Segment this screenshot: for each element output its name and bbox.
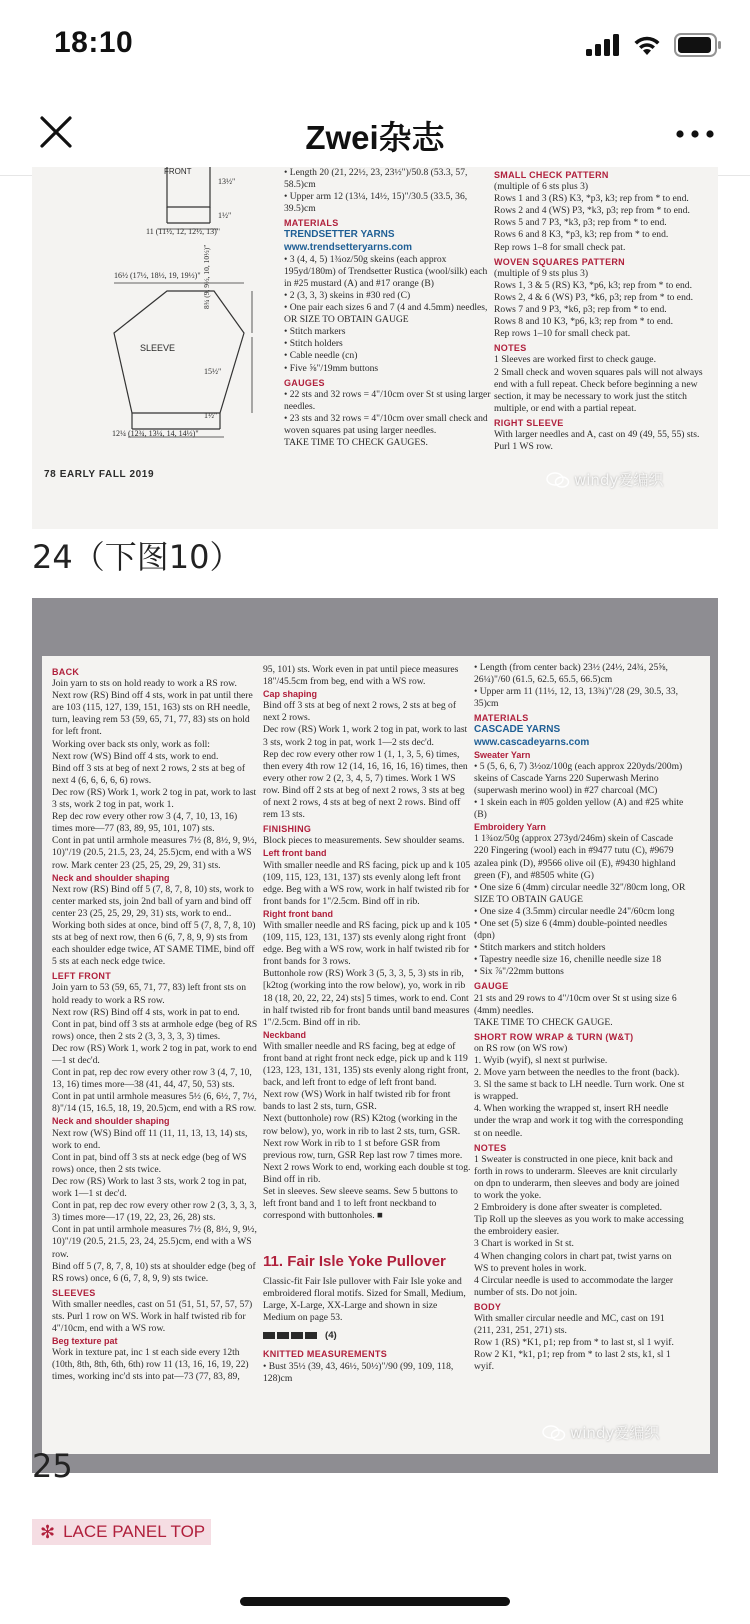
paragraph: Next row (RS) Bind off 4 sts, work in pat until there are 103 (115, 127, 139, 151, 163) sts on RH needle, turn, leaving rem 53 (59, 65, 71, 77, 83) sts on hold for left front. [52,690,253,738]
paragraph: Rows 5 and 7 P3, *k3, p3; rep from * to end. [494,217,667,229]
page2-column-3 [474,662,686,1373]
paragraph: Cont in pat until armhole measures 5½ (6, 6½, 7, 7½, 8)"/14 (15, 16.5, 18, 19, 20.5)cm, end with a RS row. [52,1091,257,1115]
paragraph: 1. Wyib (wyif), sl next st purlwise. [474,1055,608,1066]
wechat-icon [546,472,570,488]
brand-text: CASCADE YARNS [474,724,561,736]
paragraph: Rows 2, 4 & 6 (WS) P3, *k6, p3; rep from * to end. [494,291,694,303]
paragraph: 2 Embroidery is done after sweater is completed. [474,1202,663,1214]
paragraph: With smaller needle and RS facing, beg at edge of front band at right front neck edge, pick up and k 119 (123, 123, 131, 131, 135) sts evenly along right front, back, and left front to edge of left front band. [263,1040,469,1089]
watermark-text: windy爱编织 [570,1424,660,1442]
paragraph: on RS row (on WS row) [474,1042,568,1054]
paragraph: 1 Sleeves are worked first to check gauge. [494,354,656,366]
section-heading: BACK [52,667,80,677]
page2-column-2 [263,664,471,1222]
paragraph: • Six ⅞"/22mm buttons [474,966,564,978]
paragraph: With larger needles and A, cast on 49 (49, 55, 55) sts. Purl 1 WS row. [494,428,700,453]
paragraph: • Tapestry needle size 16, chenille needle size 18 [474,954,662,966]
paragraph: • 3 (4, 4, 5) 1¾oz/50g skeins (each approx 195yd/180m) of Trendsetter Rustica (wool/silk) each in #25 mustard (A) and #17 orange (B) [284,253,488,289]
paragraph: Rows 7 and 9 P3, *k6, p3; rep from * to end. [494,304,667,316]
paragraph: • One size 6 (4mm) circular needle 32"/80cm long, OR SIZE TO OBTAIN GAUGE [474,881,686,905]
magazine-page [42,656,710,1454]
paragraph: With smaller needle and RS facing, pick up and k 105 (109, 115, 123, 131, 137) sts evenly along right front edge. Beg with a WS row, work in half twisted rib for front bands for 3 rows. [263,919,471,968]
brand-text: www.cascadeyarns.com [474,736,590,748]
paragraph: Cont in pat until armhole measures 7½ (8, 8½, 9, 9½, 10)"/19 (20.5, 21.5, 23, 24, 25.5)cm, end with a WS row. [52,1224,257,1260]
paragraph: Rep rows 1–8 for small check pat. [494,241,626,253]
more-button[interactable] [670,114,720,154]
sleeve-bottom-dim: 12¼ (12¾, 13¼, 14, 14½)" [112,429,199,438]
paragraph: • Upper arm 12 (13¼, 14½, 15)"/30.5 (33.5, 36, 39.5)cm [284,191,468,215]
paragraph: Cont in pat, bind off 3 sts at neck edge (beg of WS rows) once, then 2 sts twice. [52,1151,247,1175]
paragraph: 1 1¾oz/50g (approx 273yd/246m) skein of Cascade 220 Fingering (wool) each in #9477 tutu (C), #9679 azalea pink (D), #9566 olive oil (E), #9430 highland green (F), and #8505 white (G) [474,833,676,881]
paragraph: • Cable needle (cn) [284,350,358,362]
paragraph: 4 Circular needle is used to accommodate the larger number of sts. Do not join. [474,1274,674,1298]
paragraph: Bind off 5 (7, 8, 7, 8, 10) sts at shoulder edge (beg of RS rows) once, 6 (6, 7, 8, 9, 9) sts twice. [52,1260,256,1284]
paragraph: (multiple of 9 sts plus 3) [494,267,589,279]
paragraph: Cont in pat until armhole measures 7½ (8, 8½, 9, 9½, 10)"/19 (20.5, 21.5, 23, 24, 25.5)cm, end with a WS row. Mark center 23 (25, 25, 29, 29, 31) sts. [52,835,257,871]
status-icons [586,32,722,58]
paragraph: • Length (from center back) 23½ (24½, 24¾, 25⅝, 26¼)"/60 (61.5, 62.5, 65.5, 66.5)cm [474,662,668,686]
section-heading: SLEEVES [52,1287,96,1298]
paragraph: 4. When working the wrapped st, insert RH needle under the wrap and work it tog with the corresponding st on needle. [474,1103,684,1139]
sub-heading: Embroidery Yarn [474,822,546,833]
status-time: 18:10 [54,26,134,59]
section-heading: GAUGES [284,377,325,388]
sub-heading: Neck and shoulder shaping [52,1116,170,1127]
watermark [542,1422,659,1443]
paragraph: Dec row (RS) Work 1, work 2 tog in pat, work to last 3 sts, work 2 tog in pat, work 1—2 sts dec'd. [263,724,468,748]
paragraph: Rows 6 and 8 K3, *p3, k3; rep from * to end. [494,229,669,241]
paragraph: • Upper arm 11 (11½, 12, 13, 13¾)"/28 (29, 30.5, 33, 35)cm [474,686,679,710]
nav-bar [0,90,750,176]
pattern-image-top[interactable] [32,167,718,529]
battery-icon [674,33,722,57]
front-bottom-dim: 11 (11½, 12, 12½, 13)" [146,227,220,236]
wifi-icon [632,34,662,56]
section-heading: GAUGE [474,981,509,992]
section-heading: KNITTED MEASUREMENTS [263,1349,388,1360]
paragraph: Dec row (RS) Work to last 3 sts, work 2 tog in pat, work 1—1 st dec'd. [52,1175,247,1200]
article-content[interactable] [0,167,750,1624]
paragraph: Rows 8 and 10 K3, *p6, k3; rep from * to end. [494,316,674,328]
paragraph: Next row Work in rib to 1 st before GSR from previous row, turn, GSR Rep last row 7 times more. [263,1137,463,1161]
page2-column-1 [52,664,260,1384]
schematic-diagram [32,167,282,457]
paragraph: Set in sleeves. Sew sleeve seams. Sew 5 buttons to left front band and 1 to left front neckband to correspond with buttonholes. ■ [263,1186,458,1222]
paragraph: Cont in pat, rep dec row every other row 3 (4, 7, 10, 13, 16) times more—38 (41, 44, 47, 50, 53) sts. [52,1067,252,1091]
paragraph: • 2 (3, 3, 3) skeins in #30 red (C) [284,289,411,301]
sub-heading: Sweater Yarn [474,749,531,760]
section-heading: SHORT ROW WRAP & TURN (W&T) [474,1031,634,1042]
paragraph: • Stitch holders [284,338,343,350]
home-indicator[interactable] [240,1597,510,1606]
paragraph: • 5 (5, 6, 6, 7) 3½oz/100g (each approx 220yds/200m) skeins of Cascade Yarns 220 Superwash Merino (superwash merino wool) in #27 charcoal (MC) [474,760,683,796]
paragraph: Rows 2 and 4 (WS) P3, *k3, p3; rep from * to end. [494,205,690,217]
page1-column-3 [494,167,706,453]
paragraph: Block pieces to measurements. Sew shoulder seams. [263,835,465,847]
paragraph: 3 Chart is worked in St st. [474,1238,574,1250]
section-heading: LEFT FRONT [52,971,111,982]
paragraph: • 1 skein each in #05 golden yellow (A) and #25 white (B) [474,797,684,821]
wechat-icon [542,1425,566,1441]
paragraph: Working over back sts only, work as foll: [52,738,210,750]
section-heading: SMALL CHECK PATTERN [494,170,609,180]
paragraph: Join yarn to sts on hold ready to work a RS row. [52,678,237,690]
sub-heading: Left front band [263,848,327,859]
paragraph: • One size 4 (3.5mm) circular needle 24"/60cm long [474,905,675,917]
page-footer: 78 EARLY FALL 2019 [44,469,155,480]
paragraph: Bind off 3 sts at beg of next 2 rows, 2 sts at beg of next 4 (6, 6, 6, 6, 6) rows. [52,762,246,786]
page1-column-2 [284,167,492,449]
flower-icon: ✻ [40,1521,56,1542]
paragraph: Rows 1, 3 & 5 (RS) K3, *p6, k3; rep from * to end. [494,279,692,291]
section-heading: FINISHING [263,824,312,835]
page2-column-2-lower [263,1276,471,1385]
paragraph: Next 2 rows Work to end, working each double st tog. Bind off in rib. [263,1161,471,1185]
section-heading: BODY [474,1301,502,1312]
paragraph: Next row (WS) Work in half twisted rib for front bands to last 2 sts, turn, GSR. [263,1089,451,1113]
front-dim-2: 1½" [218,211,232,220]
paragraph: Tip Roll up the sleeves as you work to make accessing the embroidery easier. [474,1214,684,1238]
paragraph: 1 Sweater is constructed in one piece, knit back and forth in rows to underarm. Sleeves are knit circularly on dpn to underarm, then sleeves and body are joined to work the yoke. [474,1153,680,1202]
paragraph: • Stitch markers [284,326,346,338]
paragraph: 4 When changing colors in chart pat, twist yarns on WS to prevent holes in work. [474,1250,672,1274]
paragraph: Next row (RS) Bind off 4 sts, work in pat to end. [52,1006,240,1018]
watermark [546,469,663,490]
section-heading: MATERIALS [284,218,339,229]
sub-heading: Cap shaping [263,689,318,700]
more-dots-icon [670,114,720,154]
paragraph: • One set (5) size 6 (4mm) double-pointed needles (dpn) [474,917,668,942]
section-heading: NOTES [494,343,527,354]
pattern-image-10[interactable] [32,598,718,1473]
sleeve-top-dim: 16½ (17½, 18½, 19, 19½)" [114,271,201,280]
section-heading: RIGHT SLEEVE [494,417,564,428]
skill-level-text: (4) [325,1330,337,1342]
sub-heading: Neck and shoulder shaping [52,872,170,883]
front-label: FRONT [164,167,192,176]
section-heading: MATERIALS [474,713,529,724]
paragraph: Dec row (RS) Work 1, work 2 tog in pat, work to end—1 st dec'd. [52,1042,257,1066]
paragraph: With smaller circular needle and MC, cast on 191 (211, 231, 251, 271) sts. [474,1312,665,1337]
section-heading: NOTES [474,1142,507,1153]
watermark-text: windy爱编织 [574,471,664,489]
paragraph: Cont in pat, bind off 3 sts at armhole edge (beg of RS rows) once, then 2 sts 2 (3, 3, 3, 3, 3) times. [52,1018,258,1042]
paragraph: Cont in pat, rep dec row every other row 2 (3, 3, 3, 3, 3) times more—17 (19, 22, 23, 26, 28) sts. [52,1200,257,1224]
status-bar [0,0,750,90]
pattern-title: 11. Fair Isle Yoke Pullover [263,1253,446,1270]
sub-heading: Beg texture pat [52,1336,118,1347]
paragraph: Next (buttonhole) row (RS) K2tog (working in the row below), yo, work in rib to last 2 sts, turn, GSR. [263,1113,461,1137]
section-label-25: 25 [32,1447,73,1485]
sub-heading: Neckband [263,1029,307,1040]
paragraph: 3. Sl the same st back to LH needle. Turn work. One st is wrapped. [474,1079,685,1103]
paragraph: 95, 101) sts. Work even in pat until piece measures 18"/45.5cm from beg, end with a WS row. [263,664,459,688]
brand-text: TRENDSETTER YARNS [284,229,395,241]
paragraph: With smaller needle and RS facing, pick up and k 105 (109, 115, 123, 131, 137) sts evenly along left front edge. Beg with a WS row, work in half twisted rib for front bands for 1"/2.5cm. Bind off in rib. [263,859,471,907]
paragraph: 2 Small check and woven squares pals will not always end with a full repeat. Check before beginning a new section, it may be necessary to work just the stitch multiple, or end with a partial repeat. [494,366,703,414]
paragraph: • One pair each sizes 6 and 7 (4 and 4.5mm) needles, OR SIZE TO OBTAIN GAUGE [284,302,488,326]
magazine-page-78 [32,167,718,529]
sleeve-side-dim-1: 8¾ (9, 9½, 10, 10½)" [202,244,211,309]
paragraph: Classic-fit Fair Isle pullover with Fair Isle yoke and embroidered floral motifs. Sized for Small, Medium, Large, X-Large, XX-Large and shown in size Medium on page 53. [263,1276,466,1324]
paragraph: TAKE TIME TO CHECK GAUGES. [284,437,428,449]
lace-panel-text: LACE PANEL TOP [63,1522,206,1541]
sleeve-label: SLEEVE [140,343,176,353]
paragraph: With smaller needles, cast on 51 (51, 51, 57, 57, 57) sts. Purl 1 row on WS. Work in half twisted rib for 4"/10cm, end with a WS row. [52,1298,253,1335]
sleeve-side-dim-3: 1½" [204,411,218,420]
skill-level-bars [263,1332,319,1339]
section-label-24: 24（下图10） [32,538,242,576]
lace-panel-label [32,1519,211,1545]
paragraph: Next row (WS) Bind off 11 (11, 11, 13, 13, 14) sts, work to end. [52,1127,248,1151]
paragraph: Next row (WS) Bind off 4 sts, work to end. [52,750,219,762]
paragraph: Rep rows 1–10 for small check pat. [494,328,631,340]
paragraph: • Length 20 (21, 22½, 23, 23½")/50.8 (53.3, 57, 58.5)cm [284,167,468,191]
paragraph: Join yarn to 53 (59, 65, 71, 77, 83) left front sts on hold ready to work a RS row. [52,982,246,1006]
paragraph: Bind off 3 sts at beg of next 2 rows, 2 sts at beg of next 2 rows. [263,700,457,724]
sleeve-side-dim-2: 15½" [204,367,222,376]
paragraph: Rep dec row every other row 3 (4, 7, 10, 13, 16) times more—77 (83, 89, 95, 101, 107) sts. [52,811,238,835]
paragraph: Dec row (RS) Work 1, work 2 tog in pat, work to last 3 sts, work 2 tog in pat, work 1. [52,786,257,811]
paragraph: • 23 sts and 32 rows = 4"/10cm over small check and woven squares pat using larger needles. [284,412,488,436]
front-dim-1: 13½" [218,177,236,186]
section-heading: WOVEN SQUARES PATTERN [494,256,625,267]
paragraph: (multiple of 6 sts plus 3) [494,181,589,193]
paragraph: 21 sts and 29 rows to 4"/10cm over St st using size 6 (4mm) needles. [474,992,677,1016]
paragraph: Work in texture pat, inc 1 st each side every 12th (10th, 8th, 8th, 6th, 6th) row 11 (13, 16, 16, 19, 22) times, working inc'd sts into pat—73 (77, 83, 89, [52,1347,249,1383]
paragraph: Rows 1 and 3 (RS) K3, *p3, k3; rep from * to end. [494,193,689,205]
paragraph: 2. Move yarn between the needles to the front (back). [474,1067,680,1079]
signal-icon [586,34,620,56]
paragraph: • 22 sts and 32 rows = 4"/10cm over St st using larger needles. [284,388,491,412]
paragraph: • Stitch markers and stitch holders [474,942,606,954]
paragraph: TAKE TIME TO CHECK GAUGE. [474,1016,613,1028]
paragraph: • Bust 35½ (39, 43, 46½, 50½)"/90 (99, 109, 118, 128)cm [263,1360,454,1384]
paragraph: Next row (RS) Bind off 5 (7, 8, 7, 8, 10) sts, work to center marked sts, join 2nd ball of yarn and bind off center 23 (25, 25, 29, 29, 31) sts, work to end.. Working both sides at once, bind off 5 (7, 8, 7, 8, 10) sts at beg of next row, then 6 (6, 7, 8, 9, 9) sts from each shoulder edge twice, AT SAME TIME, bind off 5 sts at each neck edge twice. [52,883,256,968]
paragraph: • Five ⅝"/19mm buttons [284,362,379,374]
paragraph: Buttonhole row (RS) Work 3 (5, 3, 3, 5, 3) sts in rib, [k2tog (working into the row below), yo, work in rib 18 (18, 20, 22, 22, 24) sts] 5 times, work to end. Cont in half twisted rib for front bands until band measures 1"/2.5cm. Bind off in rib. [263,968,470,1028]
paragraph: Rep dec row every other row 1 (1, 1, 3, 5, 6) times, then every 4th row 12 (14, 16, 16, 16, 16) times, then every other row 2 (2, 3, 4, 5, 7) times. Work 1 WS row. Bind off 2 sts at beg of next 2 rows, 3 sts at beg of next 2 rows, 4 sts at beg of next 2 rows. Bind off rem 13 sts. [263,748,468,821]
sub-heading: Right front band [263,908,333,919]
paragraph: Row 2 K1, *k1, p1; rep from * to last 2 sts, k1, sl 1 wyif. [474,1349,671,1373]
brand-text: www.trendsetteryarns.com [284,241,413,253]
skill-level [263,1330,471,1342]
paragraph: Row 1 (RS) *K1, p1; rep from * to last st, sl 1 wyif. [474,1337,674,1349]
page-title: Zwei杂志 [305,119,445,156]
